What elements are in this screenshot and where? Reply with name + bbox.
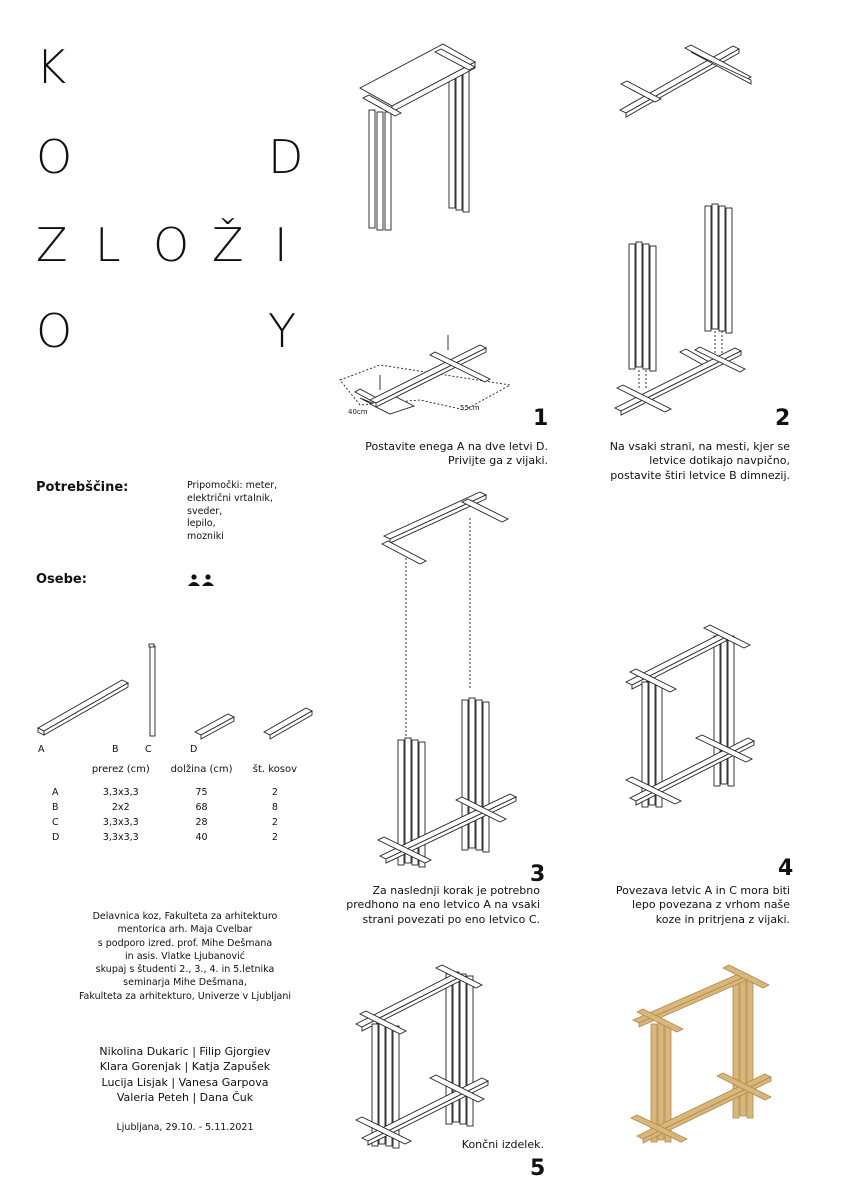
credits: Delavnica koz, Fakulteta za arhitekturo mentorica arh. Maja Cvelbar s podporo izred. prof. Mihe Dešmana in asis. Vlatke Ljubanović skupaj s študenti 2., 3., 4. in 5.letnika seminarja Mihe Dešmana, Fakulteta za arhitekturo, Univerze v Ljubljani [78, 911, 292, 1002]
table-header-row [40, 762, 310, 777]
title-letter: Y [268, 304, 297, 358]
materials-label: Potrebščine: [36, 480, 129, 495]
tool-item: mozniki [187, 531, 224, 543]
table-row: B 2x2 68 8 [52, 802, 278, 813]
final-render [625, 960, 785, 1150]
title-letter: K [36, 40, 67, 94]
team-list: Nikolina Dukaric | Filip Gjorgiev Klara Gorenjak | Katja Zapušek Lucija Lisjak | Vanesa Garpova Valeria Peteh | Dana Čuk [99, 1045, 271, 1105]
title-letter: O [36, 130, 73, 184]
column-header: dolžina (cm) [170, 764, 233, 775]
column-header: prerez (cm) [91, 764, 150, 775]
title-letter: Z [36, 218, 68, 272]
persons-icon [187, 574, 217, 586]
title-letter: Ž [212, 218, 244, 272]
step4-illustration [620, 620, 770, 815]
frame-illustration [355, 40, 505, 220]
table-row: D 3,3x3,3 40 2 [52, 832, 278, 843]
table-row: C 3,3x3,3 28 2 [52, 817, 278, 828]
svg-text:40cm: 40cm [348, 408, 368, 416]
date: Ljubljana, 29.10. - 5.11.2021 [116, 1122, 254, 1133]
tool-item: Pripomočki: meter, [187, 480, 278, 491]
step3-text: Za naslednji korak je potrebno predhono na eno letvico A na vsaki strani povezati po eno letvico C. [346, 884, 540, 926]
parts-table [40, 762, 310, 845]
step2-text: Na vsaki strani, na mesti, kjer se letvice dotikajo navpično, postavite štiri letvice B dimnezij. [609, 440, 790, 482]
part-letter: A [38, 744, 45, 755]
title-letter: D [268, 130, 304, 184]
part-letter: D [190, 744, 198, 755]
step1-illustration [330, 330, 530, 430]
tool-item: električni vrtalnik, [187, 492, 273, 504]
part-letter: B [112, 744, 119, 755]
step-number: 4 [778, 856, 794, 881]
tools-list [187, 480, 277, 544]
column-header: št. kosov [252, 764, 298, 775]
title-letter: O [153, 218, 190, 272]
step2-illustration [605, 200, 785, 425]
table-row: A 3,3x3,3 75 2 [52, 787, 278, 798]
title-letter: O [36, 304, 73, 358]
svg-text:55cm: 55cm [460, 404, 480, 412]
step-number: 1 [533, 406, 549, 431]
step5-illustration [350, 958, 510, 1153]
step3-illustration [370, 488, 540, 878]
step-number: 5 [530, 1156, 546, 1181]
step-number: 3 [530, 862, 546, 887]
step4-text: Povezava letvic A in C mora biti lepo povezana z vrhom naše koze in pritrjena z vijaki. [615, 884, 790, 926]
tool-item: sveder, [187, 505, 223, 517]
parts-drawing [30, 640, 330, 750]
step1-text: Postavite enega A na dve letvi D. Privijte ga z vijaki. [365, 440, 548, 468]
top-bar-illustration [615, 40, 765, 120]
step-number: 2 [775, 406, 791, 431]
title-letter: L [95, 218, 121, 272]
part-letter: C [145, 744, 152, 755]
tool-item: lepilo, [187, 518, 216, 530]
title-letter: I [274, 218, 288, 272]
persons-label: Osebe: [36, 572, 87, 587]
step5-text: Končni izdelek. [461, 1138, 544, 1151]
